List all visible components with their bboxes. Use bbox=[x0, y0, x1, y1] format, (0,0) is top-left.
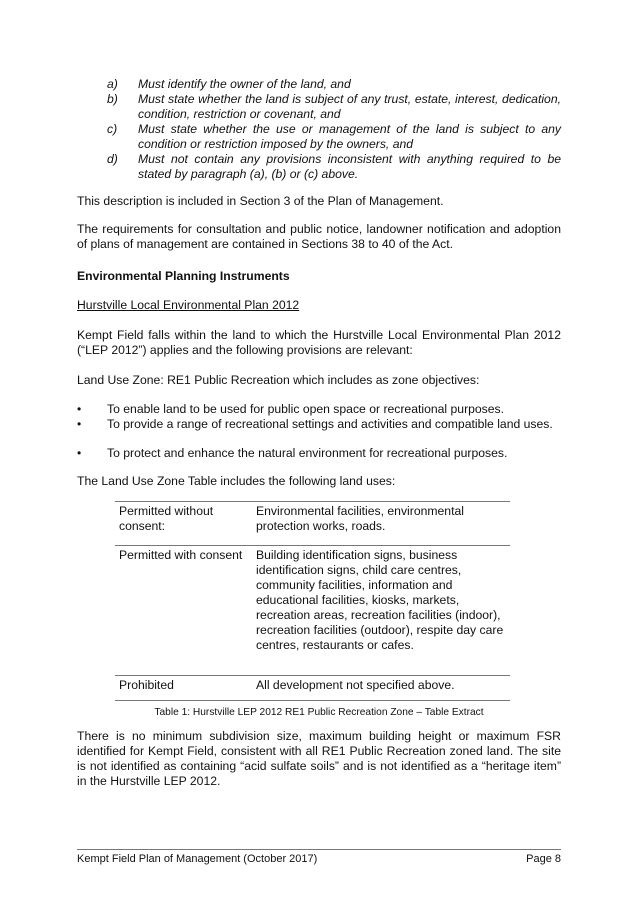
table-cell-category: Permitted with consent bbox=[119, 548, 243, 562]
bullet-icon: • bbox=[77, 417, 82, 431]
paragraph-description: This description is included in Section 3 of the Plan of Management. bbox=[77, 194, 444, 208]
list-marker-b: b) bbox=[107, 92, 118, 106]
list-item-b: Must state whether the land is subject of any trust, estate, interest, dedication, condition, restriction or covenant, and bbox=[138, 92, 561, 121]
land-use-table bbox=[115, 501, 510, 701]
list-item-a: Must identify the owner of the land, and bbox=[138, 77, 351, 91]
footer-divider bbox=[77, 849, 561, 850]
list-marker-a: a) bbox=[107, 77, 118, 91]
footer-title: Kempt Field Plan of Management (October 2017) bbox=[77, 853, 318, 865]
table-cell-category: Permitted without consent: bbox=[119, 504, 214, 533]
bullet-icon: • bbox=[77, 446, 82, 460]
paragraph-table-intro: The Land Use Zone Table includes the following land uses: bbox=[77, 474, 396, 488]
subsection-heading: Hurstville Local Environmental Plan 2012 bbox=[77, 298, 300, 312]
list-marker-c: c) bbox=[107, 122, 118, 136]
list-item-d: Must not contain any provisions inconsistent with anything required to be stated by paragraph (a), (b) or (c) above. bbox=[138, 152, 561, 181]
table-cell-uses: All development not specified above. bbox=[256, 678, 455, 692]
table-cell-uses: Building identification signs, business identification signs, child care centres, community facilities, information and educational facilities, kiosks, markets, recreation areas, recreation facilities (indoor), recreation facilities (outdoor), respite day care centres, restaurants or cafes. bbox=[256, 548, 504, 652]
list-item-c: Must state whether the use or management of the land is subject to any condition or restriction imposed by the owners, and bbox=[138, 122, 561, 151]
table-caption: Table 1: Hurstville LEP 2012 RE1 Public Recreation Zone – Table Extract bbox=[154, 707, 484, 718]
table-row bbox=[115, 546, 510, 676]
paragraph-kempt-field: Kempt Field falls within the land to which the Hurstville Local Environmental Plan 2012 (“LEP 2012”) applies and the following provisions are relevant: bbox=[77, 328, 561, 357]
paragraph-final: There is no minimum subdivision size, maximum building height or maximum FSR identified for Kempt Field, consistent with all RE1 Public Recreation zoned land. The site is not identified as containing “acid sulfate soils” and is not identified as a “heritage item” in the Hurstville LEP 2012. bbox=[77, 729, 561, 788]
bullet-item-3: To protect and enhance the natural environment for recreational purposes. bbox=[107, 446, 508, 460]
bullet-item-2: To provide a range of recreational settings and activities and compatible land uses. bbox=[107, 417, 553, 431]
table-cell-category: Prohibited bbox=[119, 678, 174, 692]
paragraph-land-use-zone: Land Use Zone: RE1 Public Recreation which includes as zone objectives: bbox=[77, 373, 480, 387]
table-row bbox=[115, 502, 510, 546]
page-number: Page 8 bbox=[526, 853, 561, 865]
table-cell-uses: Environmental facilities, environmental protection works, roads. bbox=[256, 504, 464, 533]
list-marker-d: d) bbox=[107, 152, 118, 166]
table-row bbox=[115, 676, 510, 701]
bullet-item-1: To enable land to be used for public open space or recreational purposes. bbox=[107, 402, 505, 416]
bullet-icon: • bbox=[77, 402, 82, 416]
paragraph-requirements: The requirements for consultation and public notice, landowner notification and adoption of plans of management are contained in Sections 38 to 40 of the Act. bbox=[77, 222, 561, 251]
section-heading: Environmental Planning Instruments bbox=[77, 269, 290, 283]
